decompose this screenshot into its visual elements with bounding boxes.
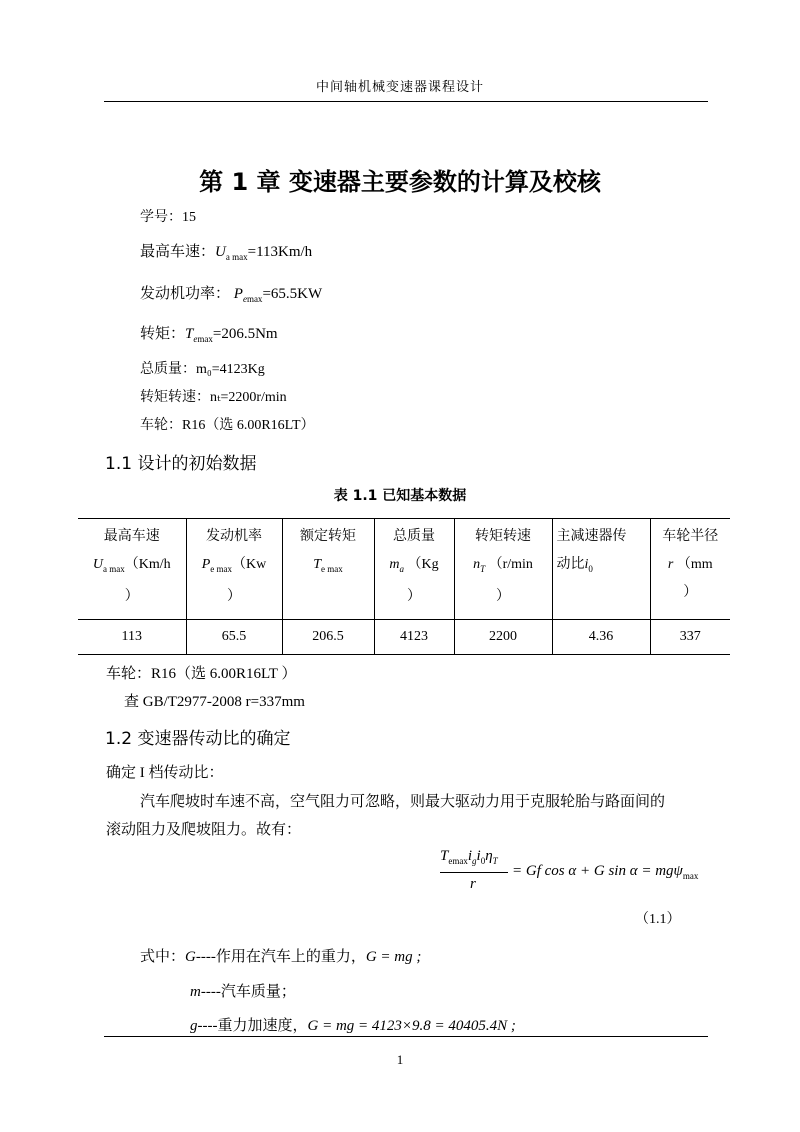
engine-power-subscript-max: max bbox=[246, 294, 263, 304]
fraction-bar bbox=[440, 872, 508, 873]
max-speed-line bbox=[140, 240, 312, 262]
after-table-wheel: 车轮：R16（选 6.00R16LT ） bbox=[106, 666, 297, 682]
definition-G: 式中：G----作用在汽车上的重力，G = mg ; bbox=[140, 949, 422, 965]
running-header: 中间轴机械变速器课程设计 bbox=[315, 79, 484, 94]
equation-denominator: r bbox=[470, 876, 476, 892]
engine-power-value: =65.5KW bbox=[262, 286, 323, 302]
determine-first-gear: 确定 I 档传动比： bbox=[106, 765, 224, 781]
torque-value: =206.5Nm bbox=[212, 326, 278, 342]
student-number: 学号：15 bbox=[140, 210, 196, 225]
total-mass: 总质量：m₀=4123Kg bbox=[140, 362, 265, 377]
max-speed-label: 最高车速： bbox=[140, 244, 216, 260]
max-speed-subscript: a max bbox=[225, 252, 248, 262]
value-total-mass: 4123 bbox=[374, 620, 454, 655]
torque-subscript-e: e bbox=[193, 334, 198, 344]
header-final-drive-ratio: 主减速器传 动比$i_0$ bbox=[552, 519, 650, 620]
engine-power-line bbox=[140, 282, 322, 304]
header-torque-speed: 转矩转速 $n_T$ （r/min ） bbox=[454, 519, 552, 620]
engine-power-label: 发动机功率： bbox=[140, 286, 231, 302]
equation-right-side: = Gf cos α + G sin α = mgψ$_{max}$ bbox=[512, 863, 699, 881]
value-torque-speed: 2200 bbox=[454, 620, 552, 655]
torque-symbol: T bbox=[185, 326, 194, 342]
max-speed-symbol: U bbox=[215, 244, 226, 260]
value-max-speed: 113 bbox=[78, 620, 186, 655]
definition-m: m----汽车质量； bbox=[190, 984, 296, 1000]
definition-g: g----重力加速度，G = mg = 4123×9.8 = 40405.4N ; bbox=[190, 1018, 516, 1034]
formula-G: G = mg ; bbox=[365, 949, 422, 965]
paragraph-line-1: 汽车爬坡时车速不高，空气阻力可忽略，则最大驱动力用于克服轮胎与路面间的 bbox=[140, 794, 666, 810]
header-total-mass: 总质量 $m_a$ （Kg ） bbox=[374, 519, 454, 620]
torque-speed: 转矩转速：nₜ=2200r/min bbox=[140, 390, 287, 405]
header-wheel-radius: 车轮半径 r （mm ） bbox=[650, 519, 730, 620]
engine-power-subscript-e: e bbox=[242, 294, 247, 304]
table-caption: 表 1.1 已知基本数据 bbox=[333, 488, 467, 504]
standard-lookup: 查 GB/T2977-2008 r=337mm bbox=[124, 694, 305, 710]
max-speed-value: =113Km/h bbox=[247, 244, 313, 260]
engine-power-symbol: P bbox=[233, 286, 243, 302]
formula-g: G = mg = 4123×9.8 = 40405.4N ; bbox=[307, 1018, 516, 1034]
page-number: 1 bbox=[396, 1052, 404, 1067]
section-1-2-heading: 1.2 变速器传动比的确定 bbox=[105, 729, 291, 749]
table-header-row bbox=[78, 519, 730, 620]
header-rated-torque: 额定转矩 $T_{e max}$ bbox=[282, 519, 374, 620]
value-wheel-radius: 337 bbox=[650, 620, 730, 655]
header-engine-power: 发动机率 $P_{e max}(Kw$ ） bbox=[186, 519, 282, 620]
value-rated-torque: 206.5 bbox=[282, 620, 374, 655]
torque-line bbox=[140, 322, 278, 344]
section-1-1-heading: 1.1 设计的初始数据 bbox=[105, 454, 257, 474]
footer-rule bbox=[104, 1036, 708, 1037]
equation-numerator: $T_{emax}i_gi_0\eta_T$ bbox=[440, 848, 498, 866]
torque-label: 转矩： bbox=[140, 326, 186, 342]
equation-number: （1.1） bbox=[635, 912, 681, 927]
table-value-row bbox=[78, 620, 730, 655]
known-data-table bbox=[78, 518, 730, 655]
torque-subscript-max: max bbox=[197, 334, 213, 344]
value-engine-power: 65.5 bbox=[186, 620, 282, 655]
header-rule bbox=[104, 101, 708, 102]
wheel-spec: 车轮：R16（选 6.00R16LT） bbox=[140, 418, 315, 433]
paragraph-line-2: 滚动阻力及爬坡阻力。故有： bbox=[106, 822, 302, 838]
value-final-drive-ratio: 4.36 bbox=[552, 620, 650, 655]
chapter-title: 第 1 章 变速器主要参数的计算及校核 bbox=[199, 168, 601, 196]
header-max-speed: 最高车速 $U_{a max}(Km/h$ ） bbox=[78, 519, 186, 620]
